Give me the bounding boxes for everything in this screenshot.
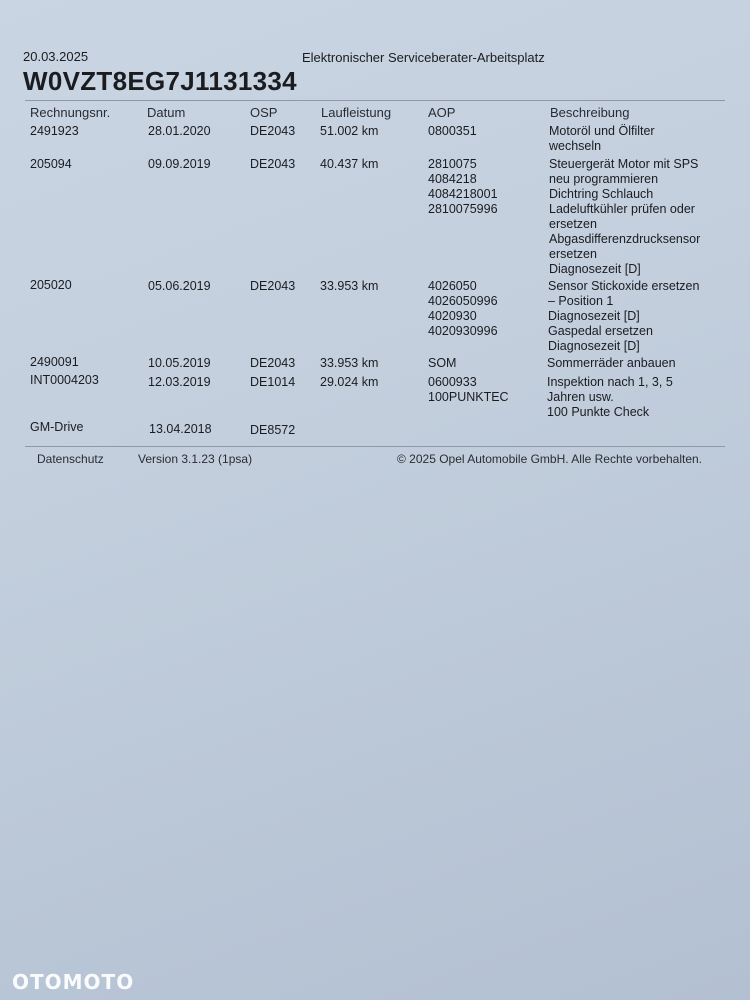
vin-number: W0VZT8EG7J1131334 — [23, 66, 297, 96]
column-header-invoice: Rechnungsnr. — [30, 105, 111, 120]
cell-osp: DE2043 — [250, 124, 296, 138]
cell-description: – Position 1 — [548, 294, 614, 308]
cell-date: 13.04.2018 — [149, 422, 212, 436]
cell-description: Motoröl und Ölfilter — [549, 124, 655, 138]
cell-osp: DE2043 — [250, 356, 296, 370]
copyright-text: © 2025 Opel Automobile GmbH. Alle Rechte vorbehalten. — [397, 452, 703, 466]
otomoto-watermark-logo: OTOMOTO — [12, 970, 135, 994]
cell-description: Sommerräder anbauen — [547, 356, 676, 370]
cell-osp: DE2043 — [250, 279, 296, 293]
cell-aop: SOM — [428, 356, 457, 370]
cell-date: 28.01.2020 — [148, 124, 211, 138]
cell-date: 05.06.2019 — [148, 279, 211, 293]
cell-aop: 4084218001 — [428, 187, 498, 201]
cell-description: Diagnosezeit [D] — [548, 339, 640, 353]
cell-aop: 4026050 — [428, 279, 477, 293]
cell-osp: DE2043 — [250, 157, 296, 171]
cell-osp: DE1014 — [250, 375, 296, 389]
cell-description: Diagnosezeit [D] — [549, 262, 641, 276]
column-header-aop: AOP — [428, 105, 456, 120]
cell-description: wechseln — [549, 139, 602, 153]
cell-aop: 2810075 — [428, 157, 477, 171]
cell-aop: 100PUNKTEC — [428, 390, 509, 404]
cell-aop: 0600933 — [428, 375, 477, 389]
privacy-link[interactable]: Datenschutz — [37, 452, 104, 466]
cell-mileage: 51.002 km — [320, 124, 379, 138]
cell-mileage: 29.024 km — [320, 375, 379, 389]
cell-date: 09.09.2019 — [148, 157, 211, 171]
cell-description: Abgasdifferenzdrucksensor — [549, 232, 701, 246]
cell-description: Ladeluftkühler prüfen oder — [549, 202, 695, 216]
cell-invoice: 2491923 — [30, 124, 79, 138]
cell-description: Diagnosezeit [D] — [548, 309, 640, 323]
cell-invoice: 205094 — [30, 157, 72, 171]
footer-divider — [25, 446, 725, 447]
version-text: Version 3.1.23 (1psa) — [138, 452, 253, 466]
cell-osp: DE8572 — [250, 423, 296, 437]
cell-description: Sensor Stickoxide ersetzen — [548, 279, 700, 293]
cell-invoice: INT0004203 — [30, 373, 99, 387]
cell-aop: 4020930996 — [428, 324, 498, 338]
cell-aop: 4026050996 — [428, 294, 498, 308]
column-header-date: Datum — [147, 105, 186, 120]
cell-description: Steuergerät Motor mit SPS — [549, 157, 699, 171]
cell-aop: 0800351 — [428, 124, 477, 138]
cell-description: neu programmieren — [549, 172, 659, 186]
column-header-osp: OSP — [250, 105, 278, 120]
cell-description: ersetzen — [549, 217, 597, 231]
print-date: 20.03.2025 — [23, 49, 89, 64]
cell-invoice: 205020 — [30, 278, 72, 292]
cell-mileage: 33.953 km — [320, 356, 379, 370]
cell-date: 12.03.2019 — [148, 375, 211, 389]
cell-description: Dichtring Schlauch — [549, 187, 654, 201]
cell-description: Jahren usw. — [547, 390, 614, 404]
app-title: Elektronischer Serviceberater-Arbeitsplatz — [302, 50, 545, 65]
header-divider — [25, 100, 725, 101]
cell-aop: 2810075996 — [428, 202, 498, 216]
cell-invoice: 2490091 — [30, 355, 79, 369]
cell-aop: 4084218 — [428, 172, 477, 186]
cell-description: Inspektion nach 1, 3, 5 — [547, 375, 673, 389]
cell-description: ersetzen — [549, 247, 597, 261]
cell-description: 100 Punkte Check — [547, 405, 650, 419]
cell-aop: 4020930 — [428, 309, 477, 323]
cell-mileage: 33.953 km — [320, 279, 379, 293]
column-header-mileage: Laufleistung — [321, 105, 392, 120]
cell-invoice: GM-Drive — [30, 420, 84, 434]
cell-mileage: 40.437 km — [320, 157, 379, 171]
cell-date: 10.05.2019 — [148, 356, 211, 370]
column-header-description: Beschreibung — [550, 105, 630, 120]
cell-description: Gaspedal ersetzen — [548, 324, 653, 338]
